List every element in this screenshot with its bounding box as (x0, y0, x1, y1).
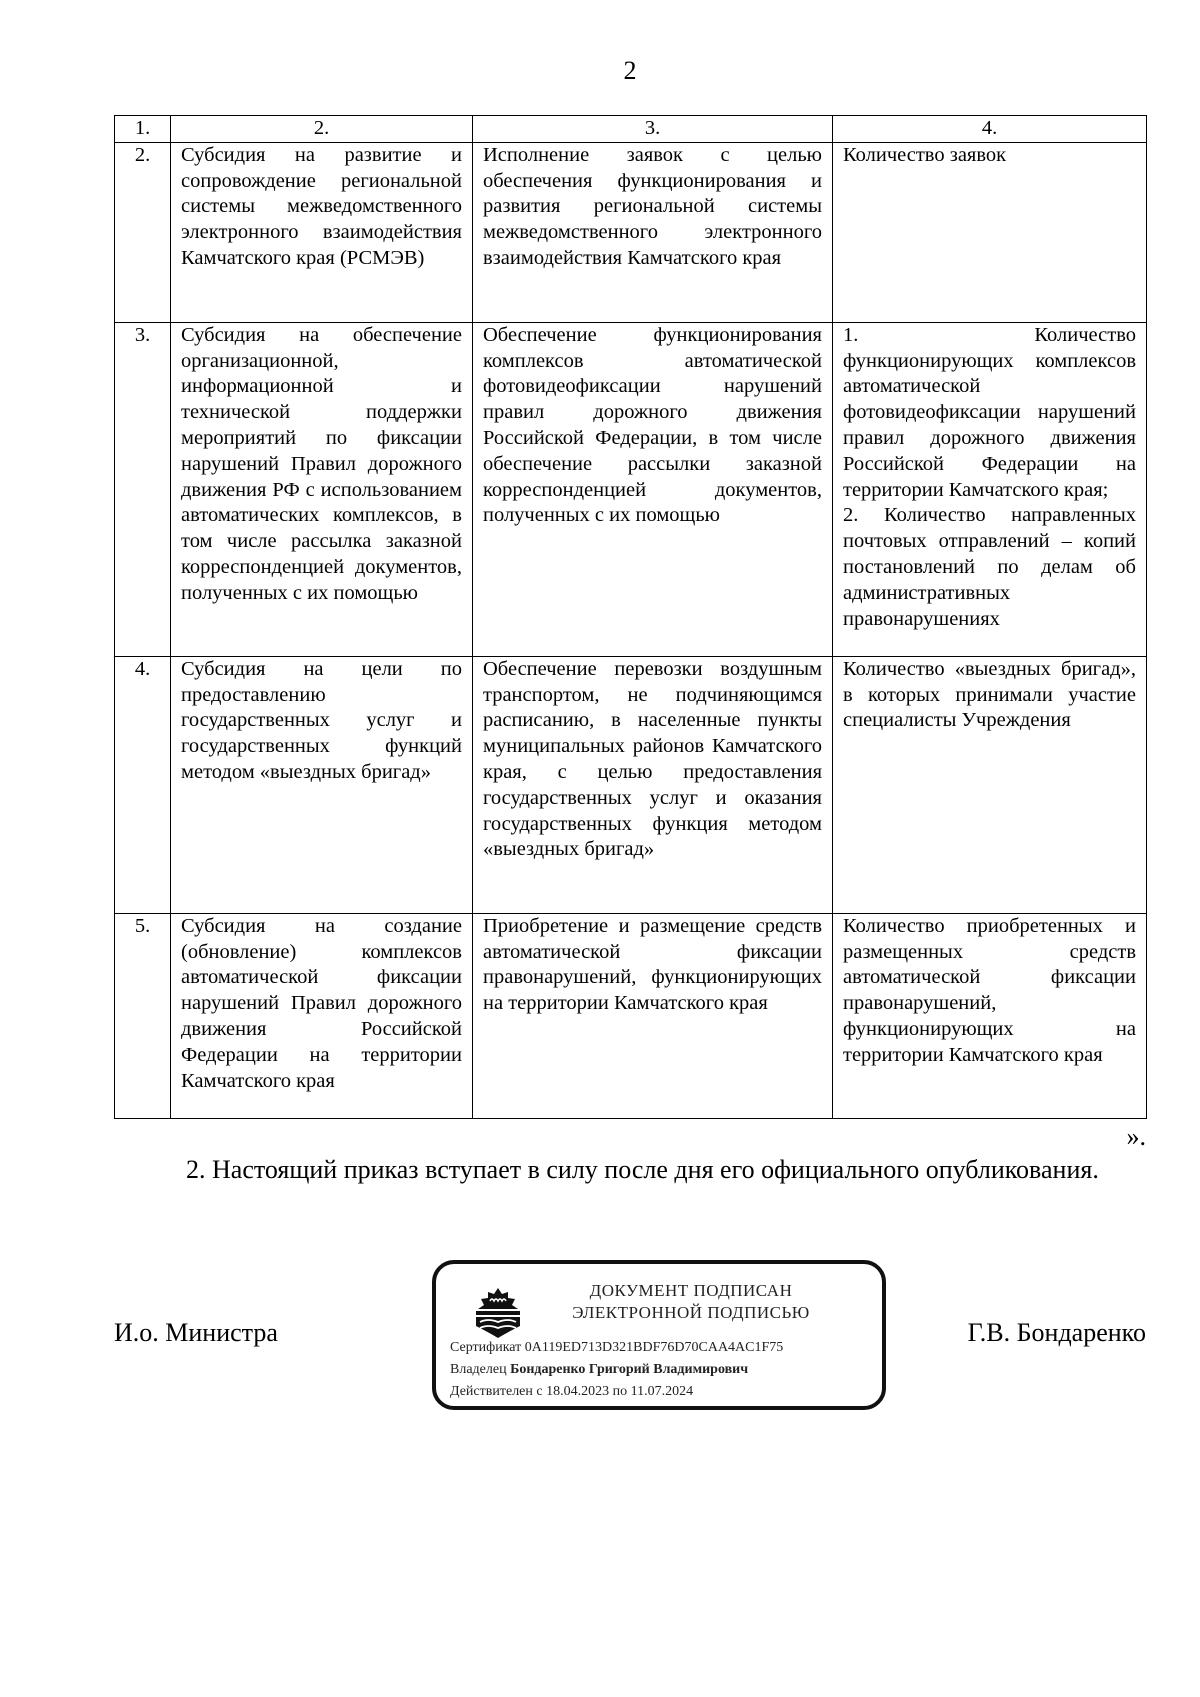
subsidy-table (114, 115, 1147, 1119)
subsidy-cell: Субсидия на цели по предоставлению государственных услуг и государственных функций методом «выездных бригад» (171, 656, 473, 913)
table-header-row (115, 116, 1147, 143)
indicator-cell: Количество приобретенных и размещенных средств автоматической фиксации правонарушений, функционирующих на территории Камчатского края (833, 913, 1147, 1118)
result-cell: Обеспечение перевозки воздушным транспортом, не подчиняющимся расписанию, в населенные пункты муниципальных районов Камчатского края, с целью предоставления государственных услуг и оказания государственных функция методом «выездных бригад» (473, 656, 833, 913)
row-number: 5. (115, 913, 171, 1118)
stamp-certificate (450, 1340, 783, 1356)
owner-label: Владелец (450, 1362, 507, 1377)
valid-label: Действителен с (450, 1384, 543, 1399)
stamp-title (546, 1280, 836, 1324)
valid-from: 18.04.2023 (546, 1384, 610, 1399)
table-row (115, 142, 1147, 322)
indicator-line: 1. Количество функционирующих комплексов автоматической фотовидеофиксации нарушений правил дорожного движения Российской Федерации на территории Камчатского края; (843, 323, 1136, 501)
indicator-cell: Количество заявок (833, 142, 1147, 322)
subsidy-cell: Субсидия на обеспечение организационной, информационной и технической поддержки мероприятий по фиксации нарушений Правил дорожного движения РФ с использованием автоматических комплексов, в том числе рассылка заказной корреспонденцией документов, полученных с их помощью (171, 322, 473, 656)
result-cell: Обеспечение функционирования комплексов автоматической фотовидеофиксации нарушений правил дорожного движения Российской Федерации, в том числе обеспечение рассылки заказной корреспонденцией документов, полученных с их помощью (473, 322, 833, 656)
valid-to-label: по (612, 1384, 628, 1399)
table-row (115, 322, 1147, 656)
valid-to: 11.07.2024 (630, 1384, 694, 1399)
indicator-line: 2. Количество направленных почтовых отправлений – копий постановлений по делам об административных правонарушениях (843, 504, 1136, 630)
signatory-position: И.о. Министра (114, 1318, 278, 1347)
table-row (115, 913, 1147, 1118)
header-cell: 4. (833, 116, 1147, 143)
stamp-validity (450, 1384, 693, 1400)
stamp-title-line: ДОКУМЕНТ ПОДПИСАН (589, 1281, 793, 1300)
row-number: 4. (115, 656, 171, 913)
electronic-signature-stamp (432, 1260, 886, 1410)
subsidy-cell: Субсидия на создание (обновление) комплексов автоматической фиксации нарушений Правил дорожного движения Российской Федерации на территории Камчатского края (171, 913, 473, 1118)
subsidy-cell: Субсидия на развитие и сопровождение региональной системы межведомственного электронного взаимодействия Камчатского края (РСМЭВ) (171, 142, 473, 322)
row-number: 2. (115, 142, 171, 322)
header-cell: 2. (171, 116, 473, 143)
signatory-name: Г.В. Бондаренко (967, 1318, 1146, 1347)
cert-value: 0A119ED713D321BDF76D70CAA4AC1F75 (524, 1340, 784, 1355)
closing-quote: ». (1126, 1122, 1146, 1151)
effective-date-paragraph: 2. Настоящий приказ вступает в силу после дня его официального опубликования. (186, 1155, 1099, 1184)
row-number: 3. (115, 322, 171, 656)
stamp-owner (450, 1362, 748, 1378)
header-cell: 1. (115, 116, 171, 143)
kamchatka-emblem-icon (472, 1286, 524, 1344)
result-cell: Приобретение и размещение средств автоматической фиксации правонарушений, функционирующих на территории Камчатского края (473, 913, 833, 1118)
owner-value: Бондаренко Григорий Владимирович (510, 1362, 749, 1377)
page-number: 2 (623, 56, 637, 85)
header-cell: 3. (473, 116, 833, 143)
indicator-cell: Количество «выездных бригад», в которых принимали участие специалисты Учреждения (833, 656, 1147, 913)
cert-label: Сертификат (450, 1340, 522, 1355)
indicator-cell (833, 322, 1147, 656)
stamp-title-line: ЭЛЕКТРОННОЙ ПОДПИСЬЮ (572, 1303, 810, 1322)
result-cell: Исполнение заявок с целью обеспечения функционирования и развития региональной системы межведомственного электронного взаимодействия Камчатского края (473, 142, 833, 322)
table-row (115, 656, 1147, 913)
